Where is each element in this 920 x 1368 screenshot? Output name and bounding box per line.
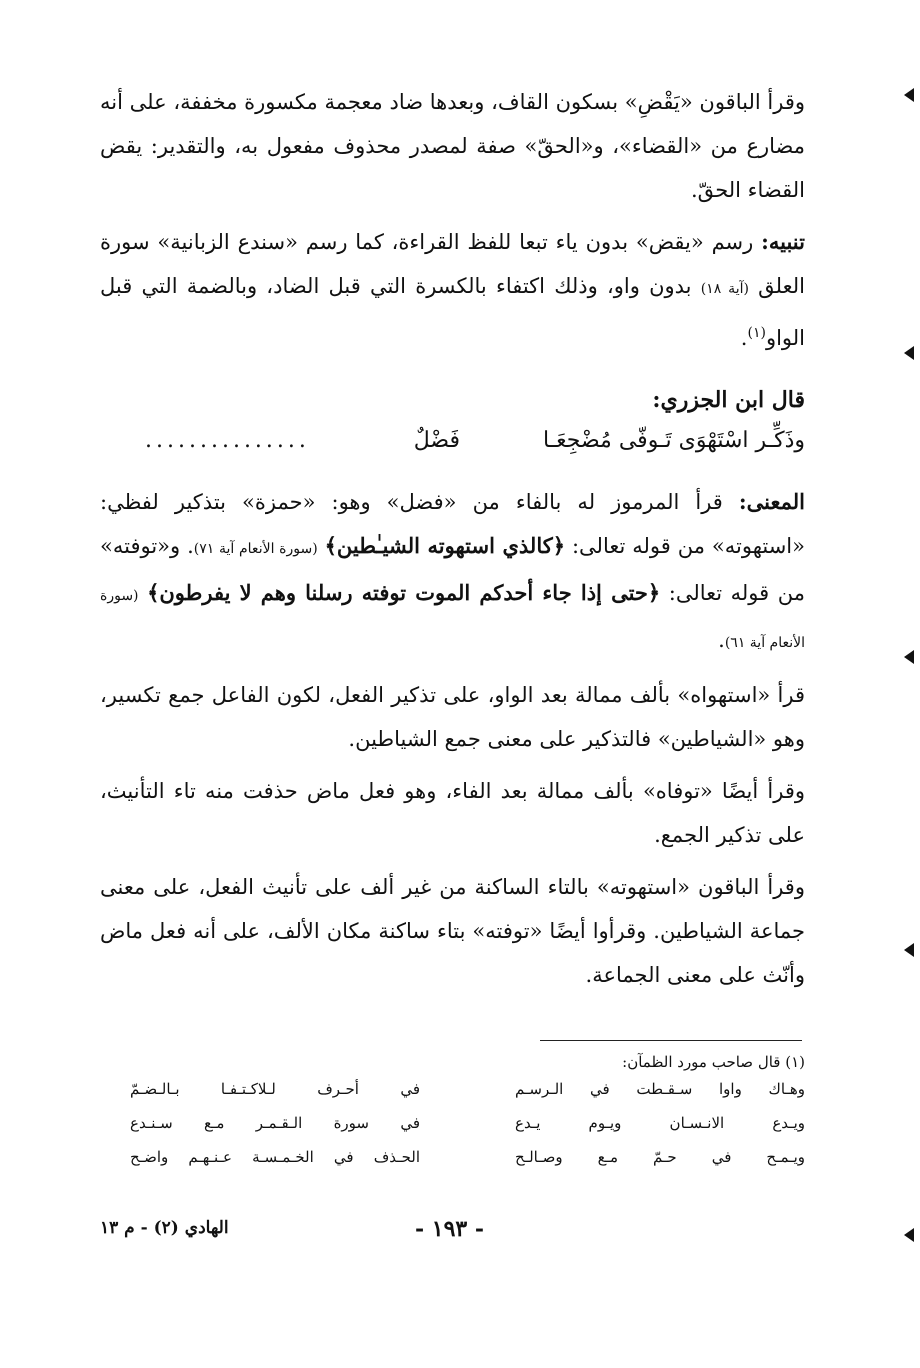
paragraph-5-text: وقرأ أيضًا «توفاه» بألف ممالة بعد الفاء، وهو فعل ماض حذفت منه تاء التأنيث، على تذكير الجمع.: [100, 779, 805, 847]
main-text: [100, 80, 805, 1005]
surah-reference-2: (سورة الأنعام آية ٦١): [100, 588, 805, 651]
footnote-poem-row: [100, 1148, 805, 1182]
poem-first-half: ويـمـح في حـمّ مـع وصـالـح: [515, 1148, 805, 1166]
page-footer: [0, 1216, 920, 1256]
book-reference: الهادي (٢) - م ١٣: [100, 1218, 229, 1238]
paragraph-4: [100, 673, 805, 761]
verse-line: [100, 422, 805, 472]
tanbih-end: .: [740, 326, 748, 350]
meaning-label: المعنى:: [738, 489, 805, 514]
quran-verse-1: ﴿كالذي استهوته الشيـٰطين﴾: [324, 533, 566, 558]
margin-mark: [904, 346, 914, 360]
paragraph-1-text: وقرأ الباقون «يَقْضِ» بسكون القاف، وبعدها ضاد معجمة مكسورة مخففة، على أنه مضارع من «القضاء»، و«الحقّ» صفة لمصدر محذوف مفعول به، والتقدير: يقض القضاء الحقّ.: [100, 90, 805, 202]
paragraph-tanbih: [100, 220, 805, 360]
paragraph-5: [100, 769, 805, 857]
paragraph-meaning: [100, 480, 805, 665]
paragraph-6: [100, 865, 805, 997]
margin-mark: [904, 943, 914, 957]
meaning-text-2: . و«توفته» من قوله تعالى:: [100, 534, 805, 605]
verse-first-hemistich: وذَكِّـر اسْتَهْوَى تَـوفّى مُضْجِعَـا: [543, 428, 805, 453]
footnote: [100, 1048, 805, 1182]
margin-mark: [904, 88, 914, 102]
tanbih-text: رسم «يقض» بدون ياء تبعا للفظ القراءة، كما رسم «سندع الزبانية» سورة العلق: [100, 230, 805, 298]
poem-first-half: ويـدع الانـسـان ويـوم يـدع: [515, 1114, 805, 1132]
footnote-heading: (١) قال صاحب مورد الظمآن:: [622, 1053, 805, 1071]
footnote-marker: (١): [747, 325, 766, 341]
tanbih-reference: (آية ١٨): [700, 281, 749, 297]
margin-mark: [904, 650, 914, 664]
quran-verse-2: ﴿حتى إذا جاء أحدكم الموت توفته رسلنا وهم لا يفرطون﴾: [147, 580, 661, 605]
page-number: - ١٩٣ -: [415, 1216, 485, 1242]
footnote-divider: [540, 1040, 802, 1041]
verse-ellipsis: ...............: [145, 428, 310, 453]
paragraph-4-text: قرأ «استهواه» بألف ممالة بعد الواو، على تذكير الفعل، لكون الفاعل جمع تكسير، وهو «الشياطين» فالتذكير على معنى جمع الشياطين.: [100, 683, 805, 751]
margin-mark: [904, 1228, 914, 1242]
paragraph-1: [100, 80, 805, 212]
section-heading: قال ابن الجزري:: [652, 387, 805, 413]
poem-first-half: وهـاك واوا سـقـطت في الـرسـم: [515, 1080, 805, 1098]
tanbih-label: تنبيه:: [761, 229, 805, 254]
footnote-poem-row: [100, 1114, 805, 1148]
meaning-text-1: قرأ المرموز له بالفاء من «فضل» وهو: «حمزة» بتذكير لفظي: «استهوته» من قوله تعالى:: [100, 490, 805, 558]
meaning-end: .: [718, 628, 725, 652]
surah-reference-1: (سورة الأنعام آية ٧١): [193, 541, 318, 557]
footnote-poem-row: [100, 1080, 805, 1114]
verse-second-hemistich: فَضْلٌ: [413, 428, 460, 453]
poem-second-half: في سورة الـقـمـر مـع سـنـدع: [130, 1114, 420, 1132]
poem-second-half: الحـذف في الخـمـسـة عـنـهـم واضـح: [130, 1148, 420, 1166]
tanbih-rest: بدون واو، وذلك اكتفاء بالكسرة التي قبل الضاد، وبالضمة التي قبل الواو: [100, 274, 805, 350]
paragraph-6-text: وقرأ الباقون «استهوته» بالتاء الساكنة من غير ألف على تأنيث الفعل، على معنى جماعة الشياطين. وقرأوا أيضًا «توفته» بتاء ساكنة مكان الألف، على أنه فعل ماض وأنّث على معنى الجماعة.: [100, 875, 805, 987]
poem-second-half: في أحـرف لـلاكـتـفـا بـالـضـمّ: [130, 1080, 420, 1098]
